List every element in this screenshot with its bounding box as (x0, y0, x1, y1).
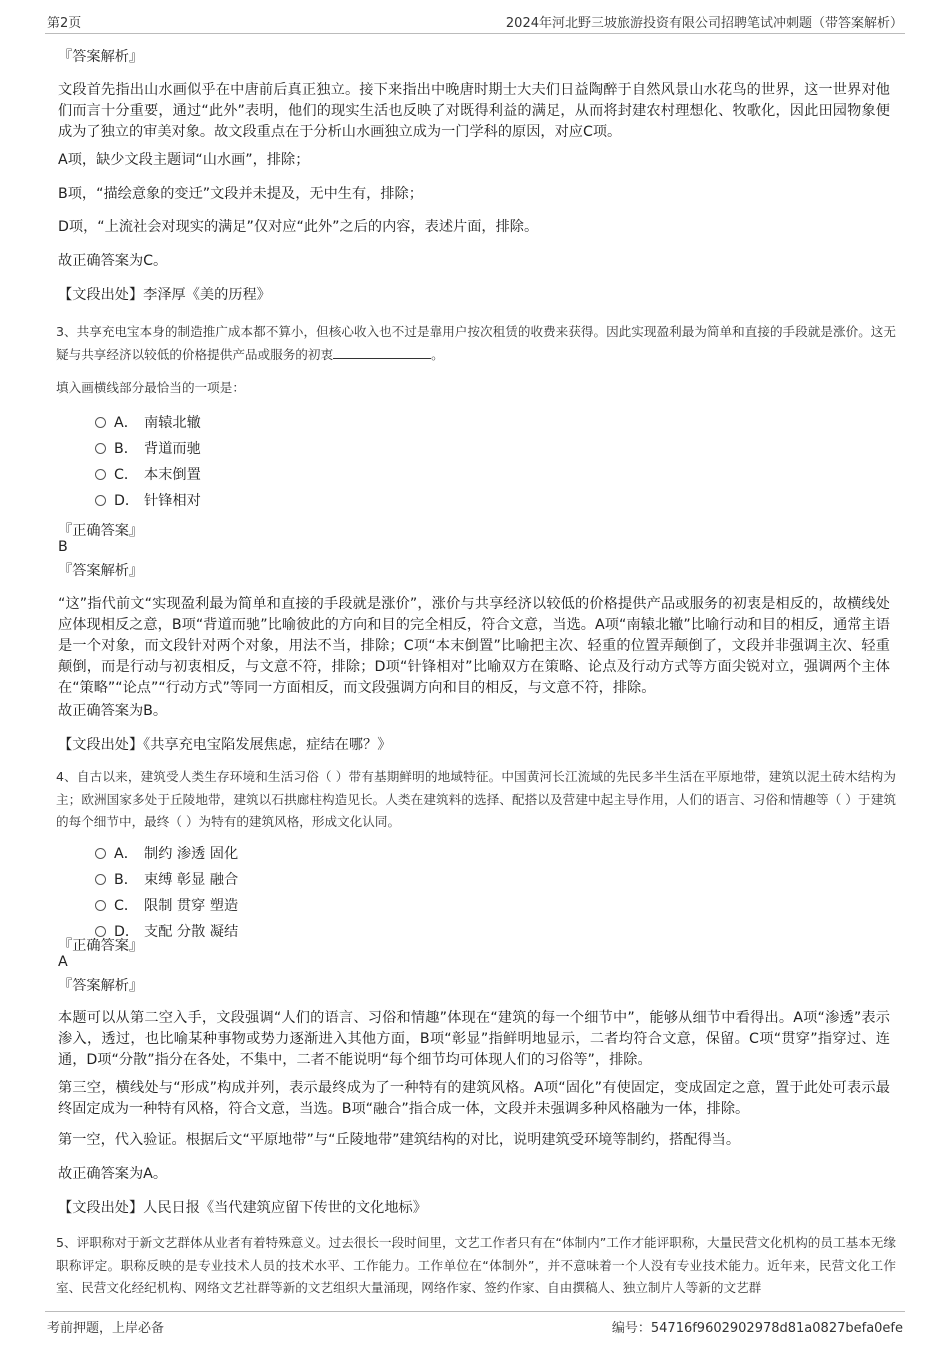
q4-option-a[interactable]: A． 制约 渗透 固化 (95, 843, 238, 865)
q3-answer: B (58, 539, 68, 555)
radio-icon[interactable] (95, 874, 106, 885)
q4-answer: A (58, 954, 68, 970)
q3-option-c[interactable]: C． 本末倒置 (95, 464, 201, 486)
q2-conclusion: 故正确答案为C。 (58, 253, 168, 269)
radio-icon[interactable] (95, 469, 106, 480)
q4-option-c[interactable]: C． 限制 贯穿 塑造 (95, 895, 238, 917)
q2-source: 【文段出处】李泽厚《美的历程》 (58, 287, 271, 303)
q3-conclusion: 故正确答案为B。 (58, 703, 168, 719)
page-footer (45, 1311, 905, 1336)
q3-instruction: 填入画横线部分最恰当的一项是： (56, 380, 245, 395)
q3-stem-text: 3、共享充电宝本身的制造推广成本都不算小，但核心收入也不过是靠用户按次租赁的收费来获得。因此实现盈利最为简单和直接的手段就是涨价。这无疑与共享经济以较低的价格提供产品或服务的初衷 (56, 324, 896, 362)
radio-icon[interactable] (95, 417, 106, 428)
q4-option-d[interactable]: D． 支配 分散 凝结 (95, 921, 238, 943)
radio-icon[interactable] (95, 495, 106, 506)
q4-analysis-para-3: 第一空，代入验证。根据后文“平原地带”与“丘陵地带”建筑结构的对比，说明建筑受环境等制约，搭配得当。 (58, 1132, 741, 1148)
q2-analysis: 文段首先指出山水画似乎在中唐前后真正独立。接下来指出中晚唐时期士大夫们日益陶醉于自然风景山水花鸟的世界，这一世界对他们而言十分重要，通过“此外”表明，他们的现实生活也反映了对既得利益的满足，从而将封建农村理想化、牧歌化，因此田园物象便成为了独立的审美对象。故文段重点在于分析山水画独立成为一门学科的原因，对应C项。 (58, 82, 890, 140)
page-header (45, 9, 905, 34)
q2-analysis-title: 『答案解析』 (58, 49, 144, 65)
q4-analysis-para-1: 本题可以从第二空入手，文段强调“人们的语言、习俗和情趣”体现在“建筑的每一个细节中”，能够从细节中看得出。A项“渗透”表示渗入，透过，也比喻某种事物或势力逐渐进入其他方面，B项“彰显”指鲜明地显示，二者均符合文意，保留。C项“贯穿”指穿过、连通，D项“分散”指分在各处，不集中，二者不能说明“每个细节均可体现人们的习俗等”，排除。 (58, 1010, 890, 1068)
q4-answer-title: 『正确答案』 (58, 938, 144, 954)
q3-stem-end: 。 (431, 346, 444, 362)
q4-option-b[interactable]: B． 束缚 彰显 融合 (95, 869, 238, 891)
q2-option-d-note: D项，“上流社会对现实的满足”仅对应“此外”之后的内容，表述片面，排除。 (58, 219, 539, 235)
q4-conclusion: 故正确答案为A。 (58, 1166, 168, 1182)
q5-stem: 5、评职称对于新文艺群体从业者有着特殊意义。过去很长一段时间里，文艺工作者只有在“体制内”工作才能评职称，大量民营文化机构的员工基本无缘职称评定。职称反映的是专业技术人员的技术水平、工作能力。工作单位在“体制外”，并不意味着一个人没有专业技术能力。近年来，民营文化工作室、民营文化经纪机构、网络文艺社群等新的文艺组织大量涌现，网络作家、签约作家、自由撰稿人、独立制片人等新的文艺群 (56, 1235, 896, 1295)
q2-option-a-note: A项，缺少文段主题词“山水画”，排除； (58, 152, 310, 168)
document-title: 2024年河北野三坡旅游投资有限公司招聘笔试冲刺题（带答案解析） (505, 16, 903, 31)
page-number: 第2页 (47, 16, 82, 31)
q3-source: 【文段出处】《共享充电宝陷发展焦虑，症结在哪？》 (58, 737, 392, 753)
q3-analysis: “这”指代前文“实现盈利最为简单和直接的手段就是涨价”，涨价与共享经济以较低的价格提供产品或服务的初衷是相反的，故横线处应体现相反之意，B项“背道而驰”比喻彼此的方向和目的完全相反，符合文意，当选。A项“南辕北辙”比喻行动和目的相反，通常主语是一个对象，而文段针对两个对象，用法不当，排除；C项“本末倒置”比喻把主次、轻重的位置弄颠倒了，文段并非强调主次、轻重颠倒，而是行动与初衷相反，与文意不符，排除；D项“针锋相对”比喻双方在策略、论点及行动方式等方面尖锐对立，强调两个主体在“策略”“论点”“行动方式”等同一方面相反，而文段强调方向和目的相反，与文意不符，排除。 (58, 596, 890, 696)
radio-icon[interactable] (95, 900, 106, 911)
document-code: 编号：54716f9602902978d81a0827befa0efe (611, 1321, 903, 1336)
q4-analysis-para-2: 第三空，横线处与“形成”构成并列，表示最终成为了一种特有的建筑风格。A项“固化”有使固定，变成固定之意，置于此处可表示最终固定成为一种特有风格，符合文意，当选。B项“融合”指合成一体，文段并未强调多种风格融为一体，排除。 (58, 1080, 890, 1117)
q3-analysis-title: 『答案解析』 (58, 563, 144, 579)
radio-icon[interactable] (95, 443, 106, 454)
q3-blank (333, 344, 431, 359)
q4-stem: 4、自古以来，建筑受人类生存环境和生活习俗（ ）带有基期鲜明的地域特征。中国黄河长江流域的先民多半生活在平原地带，建筑以泥土砖木结构为主；欧洲国家多处于丘陵地带，建筑以石拱廊柱构造见长。人类在建筑料的选择、配搭以及营建中起主导作用，人们的语言、习俗和情趣等（ ）于建筑的每个细节中，最终（ ）为特有的建筑风格，形成文化认同。 (56, 769, 896, 829)
q3-option-b[interactable]: B． 背道而驰 (95, 438, 201, 460)
radio-icon[interactable] (95, 848, 106, 859)
q4-source: 【文段出处】人民日报《当代建筑应留下传世的文化地标》 (58, 1200, 427, 1216)
footer-slogan: 考前押题，上岸必备 (47, 1321, 165, 1336)
q3-stem (56, 321, 896, 366)
q3-option-a[interactable]: A． 南辕北辙 (95, 412, 201, 434)
q4-analysis-title: 『答案解析』 (58, 978, 144, 994)
q3-answer-title: 『正确答案』 (58, 523, 144, 539)
q2-option-b-note: B项，“描绘意象的变迁”文段并未提及，无中生有，排除； (58, 186, 423, 202)
q3-option-d[interactable]: D． 针锋相对 (95, 490, 201, 512)
